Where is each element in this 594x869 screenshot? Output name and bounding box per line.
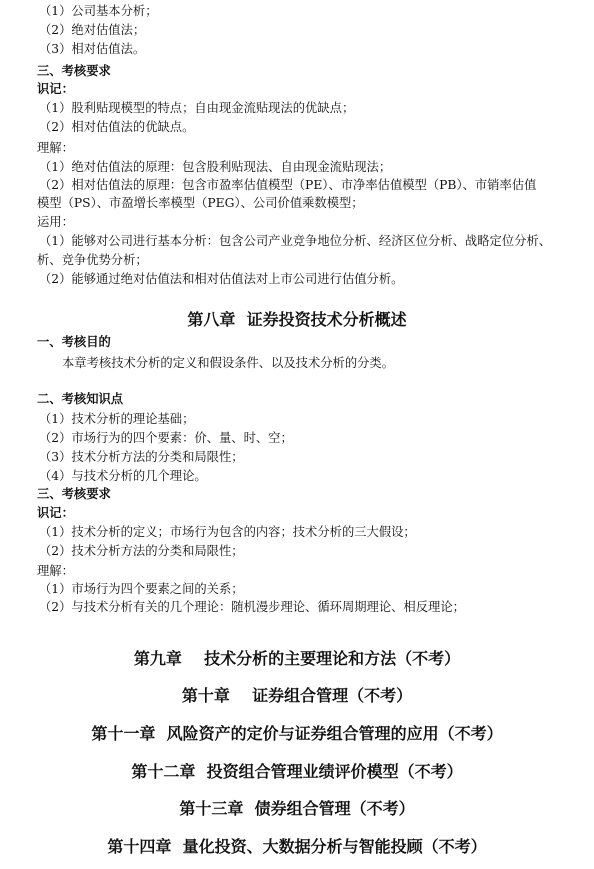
chapter-title: 第十章 证券组合管理（不考） xyxy=(181,686,413,705)
list-item: （3）相对估值法。 xyxy=(39,42,146,56)
list-item: （2）相对估值法的原理：包含市盈率估值模型（PE）、市净率估值模型（PB）、市销率估值 xyxy=(39,178,537,192)
list-item: （1）股利贴现模型的特点；自由现金流贴现法的优缺点； xyxy=(39,101,355,115)
apply-label: 运用： xyxy=(37,215,74,229)
list-item-continuation: 析、竞争优势分析； xyxy=(37,253,148,267)
paragraph: 本章考核技术分析的定义和假设条件、以及技术分析的分类。 xyxy=(62,356,395,370)
understand-label: 理解： xyxy=(37,141,74,155)
list-item: （1）市场行为四个要素之间的关系； xyxy=(39,582,244,596)
chapter-title: 第十二章 投资组合管理业绩评价模型（不考） xyxy=(131,762,463,781)
list-item: （1）技术分析的定义；市场行为包含的内容；技术分析的三大假设； xyxy=(39,525,416,539)
section-heading: 二、考核知识点 xyxy=(37,392,124,406)
list-item: （2）与技术分析有关的几个理论：随机漫步理论、循环周期理论、相反理论； xyxy=(39,600,465,614)
list-item: （1）绝对估值法的原理：包含股利贴现法、自由现金流贴现法； xyxy=(39,160,392,174)
understand-label: 理解： xyxy=(37,564,74,578)
section-heading: 一、考核目的 xyxy=(37,335,111,349)
chapter-title: 第十三章 债券组合管理（不考） xyxy=(179,799,415,818)
section-heading: 三、考核要求 xyxy=(37,487,111,501)
chapter-title: 第十一章 风险资产的定价与证券组合管理的应用（不考） xyxy=(91,724,503,743)
list-item: （3）技术分析方法的分类和局限性； xyxy=(39,450,244,464)
list-item: （2）能够通过绝对估值法和相对估值法对上市公司进行估值分析。 xyxy=(39,272,404,286)
list-item-continuation: 模型（PS）、市盈增长率模型（PEG）、公司价值乘数模型； xyxy=(37,196,364,210)
recall-label: 识记： xyxy=(37,506,74,520)
list-item: （2）相对估值法的优缺点。 xyxy=(39,120,195,134)
chapter-title: 第九章 技术分析的主要理论和方法（不考） xyxy=(133,649,461,668)
list-item: （2）绝对估值法； xyxy=(39,23,146,37)
list-item: （1）公司基本分析； xyxy=(39,4,158,18)
chapter-title: 第八章 证券投资技术分析概述 xyxy=(187,310,407,329)
list-item: （4）与技术分析的几个理论。 xyxy=(39,469,207,483)
list-item: （2）技术分析方法的分类和局限性； xyxy=(39,544,244,558)
list-item: （1）技术分析的理论基础； xyxy=(39,412,195,426)
recall-label: 识记： xyxy=(37,82,74,96)
list-item: （1）能够对公司进行基本分析：包含公司产业竞争地位分析、经济区位分析、战略定位分析、 xyxy=(39,234,551,248)
section-heading: 三、考核要求 xyxy=(37,64,111,78)
chapter-title: 第十四章 量化投资、大数据分析与智能投顾（不考） xyxy=(107,837,487,856)
list-item: （2）市场行为的四个要素：价、量、时、空； xyxy=(39,431,293,445)
